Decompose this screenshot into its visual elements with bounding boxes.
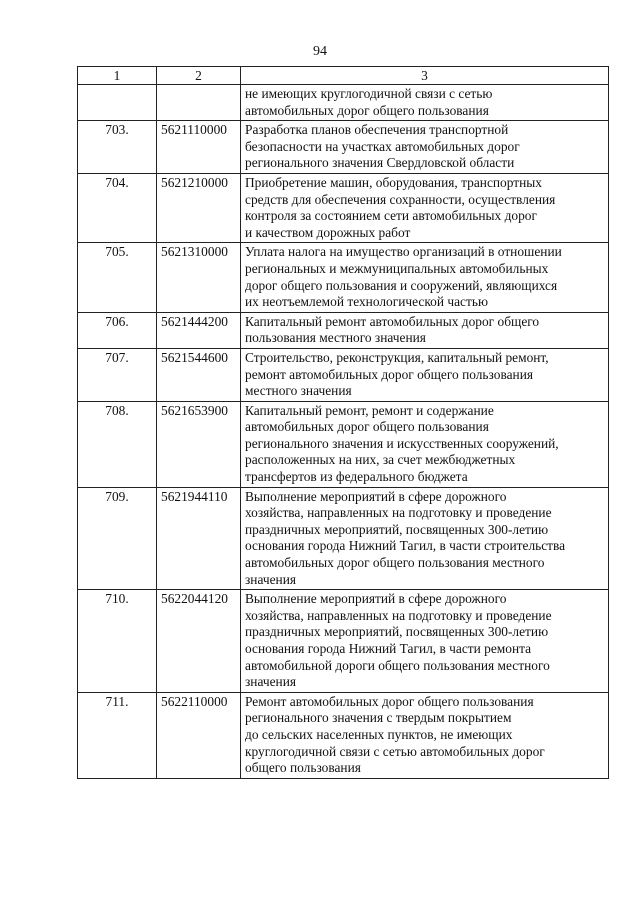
item-description: [241, 487, 609, 590]
column-header-3: 3: [241, 67, 609, 85]
description-line: и качеством дорожных работ: [245, 224, 411, 240]
description-line: основания города Нижний Тагил, в части ремонта: [245, 641, 532, 656]
description-line: не имеющих круглогодичной связи с сетью: [245, 86, 493, 101]
description-line: Капитальный ремонт автомобильных дорог общего: [245, 313, 540, 329]
description-line: Выполнение мероприятий в сфере дорожного: [245, 488, 507, 504]
description-line: круглогодичной связи с сетью автомобильных дорог: [245, 743, 545, 759]
description-line: региональных и межмуниципальных автомобильных: [245, 260, 549, 276]
row-number: 709.: [78, 487, 157, 590]
column-header-2: 2: [157, 67, 241, 85]
budget-code: 5621544600: [157, 348, 241, 401]
budget-code: 5621944110: [157, 487, 241, 590]
item-description: [241, 243, 609, 312]
description-line: безопасности на участках автомобильных дорог: [245, 138, 520, 154]
description-line: Уплата налога на имущество организаций в отношении: [245, 244, 562, 260]
description-line: дорог общего пользования и сооружений, являющихся: [245, 277, 558, 293]
description-line: расположенных на них, за счет межбюджетных: [245, 452, 516, 468]
table-row: [78, 348, 609, 401]
description-line: средств для обеспечения сохранности, осуществления: [245, 191, 556, 207]
description-line: трансфертов из федерального бюджета: [245, 469, 468, 485]
budget-code: 5621310000: [157, 243, 241, 312]
description-line: регионального значения с твердым покрытием: [245, 710, 512, 726]
budget-code: 5621110000: [157, 121, 241, 174]
row-number: 706.: [78, 312, 157, 348]
item-description: [241, 692, 609, 778]
row-number: 704.: [78, 173, 157, 242]
item-description: [241, 401, 609, 487]
description-line: местного значения: [245, 383, 352, 399]
table-row: [78, 590, 609, 693]
description-line: общего пользования: [245, 760, 361, 776]
row-number: 705.: [78, 243, 157, 312]
table-row: [78, 173, 609, 242]
row-number: 711.: [78, 692, 157, 778]
description-line: автомобильной дороги общего пользования местного: [245, 657, 550, 673]
description-line: значения: [245, 571, 297, 587]
description-line: автомобильных дорог общего пользования местного: [245, 555, 545, 571]
table-row: [78, 243, 609, 312]
description-line: праздничных мероприятий, посвященных 300-летию: [245, 624, 549, 640]
table-row: [78, 692, 609, 778]
description-line: Приобретение машин, оборудования, транспортных: [245, 174, 542, 190]
row-number: 703.: [78, 121, 157, 174]
row-number: 708.: [78, 401, 157, 487]
description-line: Капитальный ремонт, ремонт и содержание: [245, 402, 494, 418]
budget-code: [157, 85, 241, 121]
table-body: [78, 85, 609, 779]
description-line: Ремонт автомобильных дорог общего пользования: [245, 693, 534, 709]
description-line: Строительство, реконструкция, капитальный ремонт,: [245, 349, 549, 365]
description-line: автомобильных дорог общего пользования: [245, 419, 489, 435]
item-description: [241, 121, 609, 174]
description-line: основания города Нижний Тагил, в части строительства: [245, 538, 566, 554]
item-description: [241, 590, 609, 693]
description-line: Разработка планов обеспечения транспортной: [245, 122, 509, 138]
page-number: 94: [313, 44, 327, 59]
description-line: праздничных мероприятий, посвященных 300-летию: [245, 521, 549, 537]
description-line: хозяйства, направленных на подготовку и проведение: [245, 505, 552, 521]
table-header-row: [78, 67, 609, 85]
budget-code: 5621210000: [157, 173, 241, 242]
item-description: [241, 85, 609, 121]
row-number: 710.: [78, 590, 157, 693]
budget-code: 5621653900: [157, 401, 241, 487]
budget-code: 5622044120: [157, 590, 241, 693]
item-description: [241, 173, 609, 242]
description-line: их неотъемлемой технологической частью: [245, 294, 488, 310]
table-row: [78, 85, 609, 121]
description-line: автомобильных дорог общего пользования: [245, 102, 489, 118]
description-line: Выполнение мероприятий в сфере дорожного: [245, 591, 507, 607]
description-line: хозяйства, направленных на подготовку и проведение: [245, 607, 552, 623]
description-line: ремонт автомобильных дорог общего пользования: [245, 366, 534, 382]
budget-code-table: [77, 66, 609, 779]
table-row: [78, 401, 609, 487]
row-number: 707.: [78, 348, 157, 401]
table-row: [78, 121, 609, 174]
description-line: значения: [245, 674, 297, 690]
description-line: контроля за состоянием сети автомобильных дорог: [245, 208, 537, 224]
description-line: регионального значения и искусственных сооружений,: [245, 435, 559, 451]
row-number: [78, 85, 157, 121]
description-line: пользования местного значения: [245, 330, 426, 346]
column-header-1: 1: [78, 67, 157, 85]
description-line: регионального значения Свердловской области: [245, 155, 515, 171]
item-description: [241, 312, 609, 348]
description-line: до сельских населенных пунктов, не имеющих: [245, 726, 513, 742]
budget-code: 5622110000: [157, 692, 241, 778]
table-row: [78, 487, 609, 590]
table-row: [78, 312, 609, 348]
budget-code: 5621444200: [157, 312, 241, 348]
item-description: [241, 348, 609, 401]
